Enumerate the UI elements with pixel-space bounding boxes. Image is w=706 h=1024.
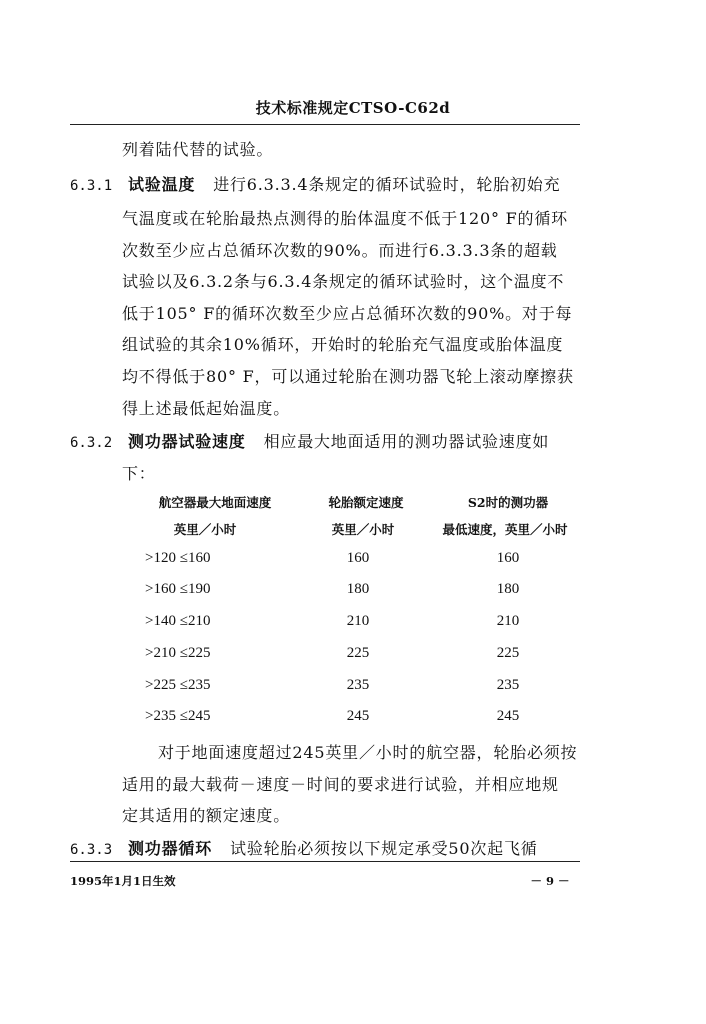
section-text: 试验轮胎必须按以下规定承受50次起飞循 bbox=[230, 839, 538, 858]
section-6-3-3 bbox=[70, 836, 538, 859]
section-number: 6.3.2 bbox=[70, 435, 113, 451]
text-line: 定其适用的额定速度。 bbox=[122, 806, 291, 825]
section-text: 相应最大地面适用的测功器试验速度如 bbox=[263, 432, 550, 451]
table-cell: 160 bbox=[346, 550, 370, 566]
section-number: 6.3.1 bbox=[70, 178, 113, 194]
table-cell: >140 ≤210 bbox=[145, 613, 211, 629]
section-6-3-1 bbox=[70, 172, 560, 195]
text-line: 对于地面速度超过245英里／小时的航空器，轮胎必须按 bbox=[158, 743, 578, 762]
table-cell: 210 bbox=[496, 613, 520, 629]
section-6-3-2 bbox=[70, 429, 549, 452]
text-line: 低于105° F的循环次数至少应占总循环次数的90%。对于每 bbox=[122, 304, 573, 323]
table-cell: >210 ≤225 bbox=[145, 645, 211, 661]
page-number: － 9 － bbox=[530, 874, 570, 888]
section-title: 测功器循环 bbox=[128, 839, 213, 858]
text-line: 组试验的其余10%循环，开始时的轮胎充气温度或胎体温度 bbox=[122, 335, 564, 354]
text-line: 气温度或在轮胎最热点测得的胎体温度不低于120° F的循环 bbox=[122, 209, 568, 228]
page-header-title: 技术标准规定CTSO-C62d bbox=[255, 99, 451, 117]
section-text: 进行6.3.3.4条规定的循环试验时，轮胎初始充 bbox=[213, 175, 561, 194]
table-cell: >225 ≤235 bbox=[145, 677, 211, 693]
text-line: 得上述最低起始温度。 bbox=[122, 399, 291, 418]
table-cell: 225 bbox=[496, 645, 520, 661]
table-cell: 180 bbox=[346, 581, 370, 597]
text-line: 下： bbox=[122, 464, 156, 483]
table-header: 轮胎额定速度 bbox=[328, 495, 404, 510]
table-cell: 225 bbox=[346, 645, 370, 661]
section-title: 测功器试验速度 bbox=[128, 432, 246, 451]
text-line: 均不得低于80° F，可以通过轮胎在测功器飞轮上滚动摩擦获 bbox=[122, 367, 574, 386]
table-cell: >120 ≤160 bbox=[145, 550, 211, 566]
table-cell: 235 bbox=[496, 677, 520, 693]
effective-date: 1995年1月1日生效 bbox=[70, 874, 176, 888]
table-cell: 160 bbox=[496, 550, 520, 566]
table-cell: >235 ≤245 bbox=[145, 708, 211, 724]
section-number: 6.3.3 bbox=[70, 842, 113, 858]
footer-rule bbox=[70, 861, 580, 862]
table-header: 英里／小时 bbox=[173, 522, 237, 537]
text-line: 列着陆代替的试验。 bbox=[122, 140, 274, 159]
table-header: 航空器最大地面速度 bbox=[158, 495, 272, 510]
table-header: 英里／小时 bbox=[331, 522, 395, 537]
header-rule bbox=[70, 124, 580, 125]
table-cell: 245 bbox=[346, 708, 370, 724]
table-cell: >160 ≤190 bbox=[145, 581, 211, 597]
table-cell: 180 bbox=[496, 581, 520, 597]
table-header: S2时的测功器 bbox=[467, 495, 549, 510]
table-cell: 235 bbox=[346, 677, 370, 693]
text-line: 适用的最大载荷－速度－时间的要求进行试验，并相应地规 bbox=[122, 775, 559, 794]
section-title: 试验温度 bbox=[128, 175, 196, 194]
table-cell: 245 bbox=[496, 708, 520, 724]
text-line: 次数至少应占总循环次数的90%。而进行6.3.3.3条的超载 bbox=[122, 241, 558, 260]
table-header: 最低速度，英里／小时 bbox=[442, 522, 568, 537]
table-cell: 210 bbox=[346, 613, 370, 629]
text-line: 试验以及6.3.2条与6.3.4条规定的循环试验时，这个温度不 bbox=[122, 272, 565, 291]
